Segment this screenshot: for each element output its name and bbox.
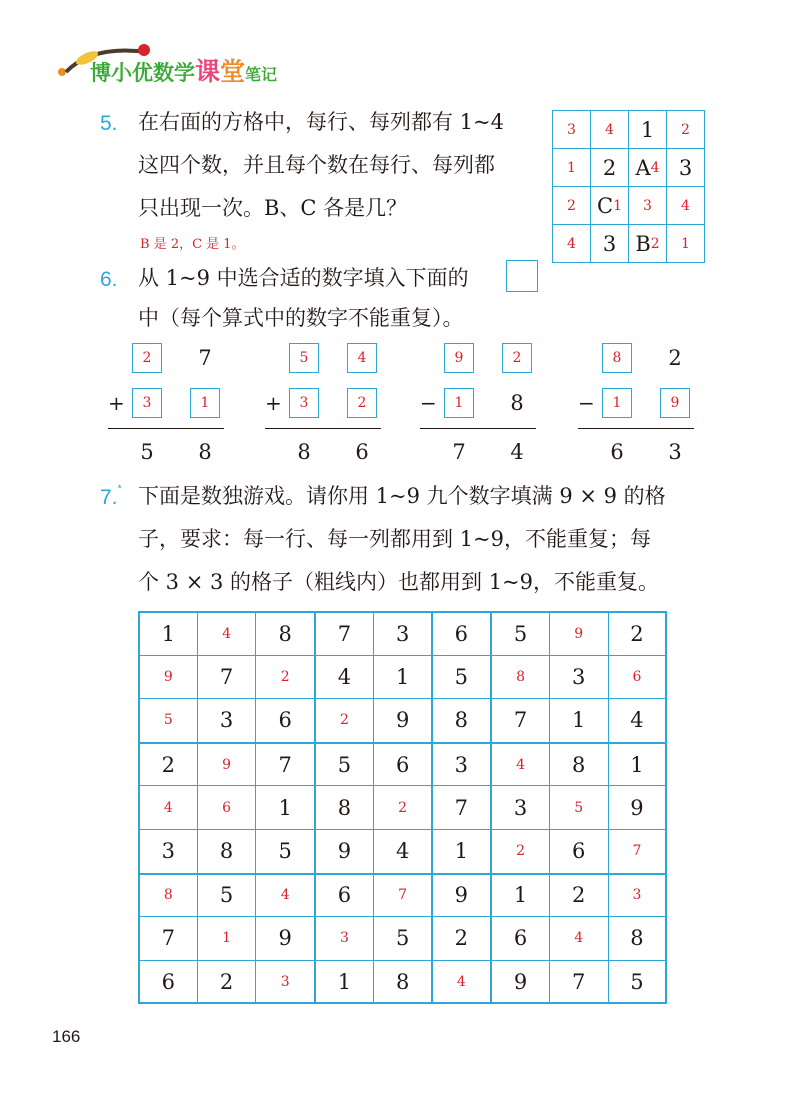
sudoku-answer: 2 [339, 712, 349, 729]
result-digit: 8 [198, 440, 212, 464]
q5-cell-answer: 2 [650, 235, 660, 252]
sudoku-given: 1 [630, 752, 644, 777]
sudoku-answer: 3 [339, 930, 349, 947]
answer-box: 1 [190, 388, 220, 418]
sudoku-cell [255, 611, 315, 656]
question-7-line-1: 下面是数独游戏。请你用 1~9 九个数字填满 9 × 9 的格 [138, 484, 666, 508]
question-7-number: 7.* [100, 483, 122, 509]
sudoku-answer: 4 [163, 799, 173, 816]
sudoku-cell [314, 829, 374, 874]
sudoku-answer: 5 [163, 712, 173, 729]
sudoku-cell [549, 873, 609, 918]
sudoku-given: 1 [278, 795, 292, 820]
sudoku-cell [373, 829, 433, 874]
sudoku-given: 9 [454, 883, 469, 908]
sudoku-answer: 4 [280, 887, 290, 904]
sudoku-given: 9 [337, 839, 352, 864]
sudoku-given: 2 [454, 926, 469, 951]
sudoku-cell [608, 655, 668, 700]
answer-box: 1 [444, 388, 474, 418]
sudoku-given: 7 [513, 708, 528, 733]
sudoku-answer: 4 [516, 756, 525, 773]
q5-cell-value: 2 [567, 197, 576, 214]
sudoku-given: 3 [395, 621, 410, 646]
sudoku-given: 8 [454, 708, 469, 733]
sum-line [578, 428, 694, 429]
sudoku-cell [255, 960, 315, 1005]
sudoku-answer: 4 [574, 930, 584, 947]
sudoku-given: 7 [337, 621, 352, 646]
sudoku-given: 9 [630, 795, 644, 820]
sudoku-cell [255, 742, 315, 787]
sudoku-given: 7 [572, 969, 586, 994]
q5-cell-value: 1 [640, 117, 655, 142]
sudoku-given: 3 [454, 752, 469, 777]
sudoku-cell [608, 698, 668, 743]
sudoku-cell [549, 916, 609, 961]
sudoku-given: 9 [513, 969, 528, 994]
answer-box: 1 [602, 388, 632, 418]
answer-box: 8 [602, 343, 632, 373]
sudoku-cell [138, 655, 198, 700]
question-7-line-2: 子，要求：每一行、每一列都用到 1~9，不能重复；每 [138, 527, 651, 551]
sudoku-cell [432, 873, 492, 918]
digit: 7 [198, 346, 212, 370]
sudoku-given: 5 [278, 839, 292, 864]
q5-cell-value: 3 [678, 155, 693, 180]
sudoku-given: 7 [454, 795, 469, 820]
q5-cell-value: 3 [602, 231, 617, 256]
sudoku-given: 1 [513, 883, 528, 908]
sudoku-cell [490, 916, 550, 961]
sudoku-cell [608, 785, 668, 830]
sudoku-cell [138, 916, 198, 961]
sudoku-cell [197, 698, 257, 743]
sudoku-given: 6 [278, 708, 292, 733]
sudoku-cell [549, 655, 609, 700]
sudoku-cell [490, 873, 550, 918]
sudoku-grid [138, 611, 666, 1004]
q5-cell-value: 2 [602, 155, 617, 180]
operator-sign: − [578, 391, 595, 415]
question-7-line-3: 个 3 × 3 的格子（粗线内）也都用到 1~9，不能重复。 [138, 570, 660, 594]
sudoku-cell [314, 611, 374, 656]
sudoku-answer: 5 [574, 799, 584, 816]
sudoku-cell [373, 785, 433, 830]
sudoku-answer: 1 [222, 930, 231, 947]
sudoku-given: 8 [278, 621, 292, 646]
question-6-problems [0, 0, 800, 470]
sudoku-cell [373, 916, 433, 961]
sudoku-cell [432, 698, 492, 743]
sudoku-given: 5 [337, 752, 352, 777]
sudoku-cell [432, 611, 492, 656]
sudoku-answer: 3 [632, 887, 642, 904]
sudoku-answer: 2 [398, 799, 408, 816]
answer-box: 2 [502, 343, 532, 373]
sudoku-given: 8 [572, 752, 586, 777]
sudoku-cell [314, 742, 374, 787]
q5-cell-value: 4 [567, 235, 576, 252]
sudoku-given: 2 [630, 621, 644, 646]
digit: 2 [668, 346, 682, 370]
sudoku-cell [432, 742, 492, 787]
question-5-line-3: 只出现一次。B、C 各是几？ [138, 196, 408, 220]
sudoku-given: 4 [395, 839, 410, 864]
sudoku-cell [197, 742, 257, 787]
sudoku-cell [549, 611, 609, 656]
q5-cell-value: 4 [681, 197, 690, 214]
sudoku-given: 5 [395, 926, 410, 951]
q5-cell-value: 2 [681, 121, 690, 138]
question-5-line-1: 在右面的方格中，每行、每列都有 1~4 [138, 110, 504, 134]
sudoku-cell [197, 829, 257, 874]
result-digit: 8 [297, 440, 311, 464]
sudoku-cell [373, 742, 433, 787]
sudoku-answer: 2 [280, 668, 290, 685]
sudoku-cell [549, 960, 609, 1005]
sudoku-answer: 8 [516, 668, 525, 685]
challenge-star: * [117, 483, 122, 495]
q5-cell-answer: 4 [650, 159, 660, 176]
sudoku-answer: 6 [222, 799, 231, 816]
sudoku-answer: 3 [280, 973, 290, 990]
sudoku-cell [549, 829, 609, 874]
sudoku-given: 8 [395, 969, 410, 994]
page-number: 166 [52, 1027, 81, 1046]
sudoku-given: 6 [161, 969, 176, 994]
operator-sign: − [420, 391, 437, 415]
sudoku-given: 7 [161, 926, 176, 951]
sudoku-answer: 9 [574, 625, 584, 642]
sudoku-cell [314, 873, 374, 918]
sum-line [265, 428, 381, 429]
q5-cell-value: A [635, 155, 651, 180]
sudoku-cell [255, 698, 315, 743]
sudoku-cell [138, 611, 198, 656]
question-5-answer: B 是 2，C 是 1。 [140, 237, 245, 252]
sudoku-cell [314, 960, 374, 1005]
sudoku-answer: 9 [222, 756, 231, 773]
sudoku-given: 2 [161, 752, 176, 777]
question-6-line-2: 中（每个算式中的数字不能重复）。 [138, 306, 464, 330]
sudoku-given: 1 [572, 708, 586, 733]
sudoku-cell [490, 698, 550, 743]
sudoku-cell [138, 960, 198, 1005]
sudoku-cell [197, 611, 257, 656]
sudoku-cell [490, 785, 550, 830]
q5-cell-value: 3 [567, 121, 576, 138]
sudoku-given: 6 [395, 752, 410, 777]
sudoku-given: 8 [630, 926, 644, 951]
sudoku-given: 6 [454, 621, 469, 646]
sudoku-given: 5 [630, 969, 644, 994]
sudoku-cell [138, 785, 198, 830]
sudoku-cell [373, 655, 433, 700]
sudoku-given: 5 [513, 621, 528, 646]
q5-cell-value: 1 [681, 235, 690, 252]
question-6-number: 6. [100, 268, 118, 291]
sudoku-given: 3 [513, 795, 528, 820]
answer-box: 2 [347, 388, 377, 418]
sudoku-given: 4 [337, 664, 352, 689]
sudoku-given: 3 [572, 664, 586, 689]
sudoku-cell [255, 873, 315, 918]
sudoku-cell [138, 873, 198, 918]
sudoku-cell [432, 916, 492, 961]
answer-box: 3 [289, 388, 319, 418]
sudoku-given: 4 [630, 708, 644, 733]
sudoku-cell [255, 655, 315, 700]
operator-sign: + [108, 391, 125, 415]
result-digit: 7 [452, 440, 466, 464]
sudoku-cell [255, 916, 315, 961]
sudoku-cell [432, 829, 492, 874]
answer-box: 4 [347, 343, 377, 373]
q5-cell-value: 1 [567, 159, 576, 176]
sudoku-cell [490, 960, 550, 1005]
digit: 8 [510, 391, 524, 415]
sudoku-cell [490, 742, 550, 787]
q5-cell-value: B [635, 231, 651, 256]
sudoku-cell [373, 611, 433, 656]
sudoku-cell [373, 960, 433, 1005]
sudoku-given: 1 [454, 839, 469, 864]
sudoku-cell [490, 829, 550, 874]
result-digit: 3 [668, 440, 682, 464]
sudoku-given: 5 [454, 664, 469, 689]
sudoku-given: 3 [219, 708, 234, 733]
sudoku-given: 6 [337, 883, 352, 908]
sudoku-given: 7 [219, 664, 234, 689]
sudoku-cell [373, 873, 433, 918]
sudoku-cell [314, 698, 374, 743]
sudoku-cell [314, 916, 374, 961]
sudoku-cell [490, 655, 550, 700]
sudoku-cell [608, 873, 668, 918]
question-5-line-2: 这四个数，并且每个数在每行、每列都 [138, 153, 495, 177]
sudoku-cell [608, 742, 668, 787]
q5-cell-value: 4 [605, 121, 614, 138]
result-digit: 5 [140, 440, 154, 464]
sudoku-cell [197, 785, 257, 830]
sudoku-given: 1 [161, 621, 176, 646]
sudoku-cell [197, 960, 257, 1005]
sudoku-given: 3 [161, 839, 176, 864]
result-digit: 6 [610, 440, 624, 464]
sudoku-given: 2 [572, 883, 586, 908]
sudoku-cell [608, 829, 668, 874]
sudoku-cell [197, 916, 257, 961]
q5-cell-value: C [597, 193, 614, 218]
sudoku-answer: 9 [163, 668, 173, 685]
sum-line [420, 428, 536, 429]
sudoku-answer: 7 [632, 843, 642, 860]
sudoku-answer: 6 [632, 668, 642, 685]
sudoku-cell [608, 960, 668, 1005]
operator-sign: + [265, 391, 282, 415]
sum-line [108, 428, 224, 429]
sudoku-cell [608, 916, 668, 961]
sudoku-answer: 2 [516, 843, 525, 860]
sudoku-cell [549, 698, 609, 743]
sudoku-given: 6 [513, 926, 528, 951]
sudoku-cell [432, 960, 492, 1005]
sudoku-cell [138, 742, 198, 787]
sudoku-cell [432, 655, 492, 700]
sudoku-cell [314, 655, 374, 700]
q5-cell-answer: 1 [613, 197, 622, 214]
sudoku-given: 8 [219, 839, 234, 864]
sudoku-answer: 7 [398, 887, 408, 904]
sudoku-cell [373, 698, 433, 743]
sudoku-cell [432, 785, 492, 830]
sudoku-cell [138, 829, 198, 874]
sudoku-given: 7 [278, 752, 292, 777]
sudoku-cell [549, 785, 609, 830]
sudoku-given: 2 [219, 969, 234, 994]
sudoku-given: 1 [337, 969, 352, 994]
logo-text: 博小优数学课堂笔记 [90, 57, 278, 86]
sudoku-cell [608, 611, 668, 656]
sudoku-given: 8 [337, 795, 352, 820]
sudoku-cell [138, 698, 198, 743]
answer-box: 5 [289, 343, 319, 373]
sudoku-cell [255, 785, 315, 830]
q5-cell-value: 3 [643, 197, 652, 214]
sudoku-cell [490, 611, 550, 656]
answer-box: 3 [132, 388, 162, 418]
result-digit: 4 [510, 440, 524, 464]
sudoku-given: 9 [278, 926, 292, 951]
sudoku-cell [197, 655, 257, 700]
answer-box: 2 [132, 343, 162, 373]
sudoku-answer: 8 [163, 887, 173, 904]
answer-box: 9 [444, 343, 474, 373]
result-digit: 6 [355, 440, 369, 464]
sudoku-cell [255, 829, 315, 874]
question-5-number: 5. [100, 112, 118, 135]
sudoku-given: 6 [572, 839, 586, 864]
sudoku-cell [197, 873, 257, 918]
sudoku-answer: 4 [456, 973, 466, 990]
sudoku-given: 1 [395, 664, 410, 689]
sudoku-given: 9 [395, 708, 410, 733]
sudoku-cell [314, 785, 374, 830]
sudoku-cell [549, 742, 609, 787]
answer-box: 9 [660, 388, 690, 418]
question-6-line-1: 从 1~9 中选合适的数字填入下面的 [138, 266, 469, 290]
sudoku-given: 5 [219, 883, 234, 908]
sudoku-answer: 4 [222, 625, 231, 642]
